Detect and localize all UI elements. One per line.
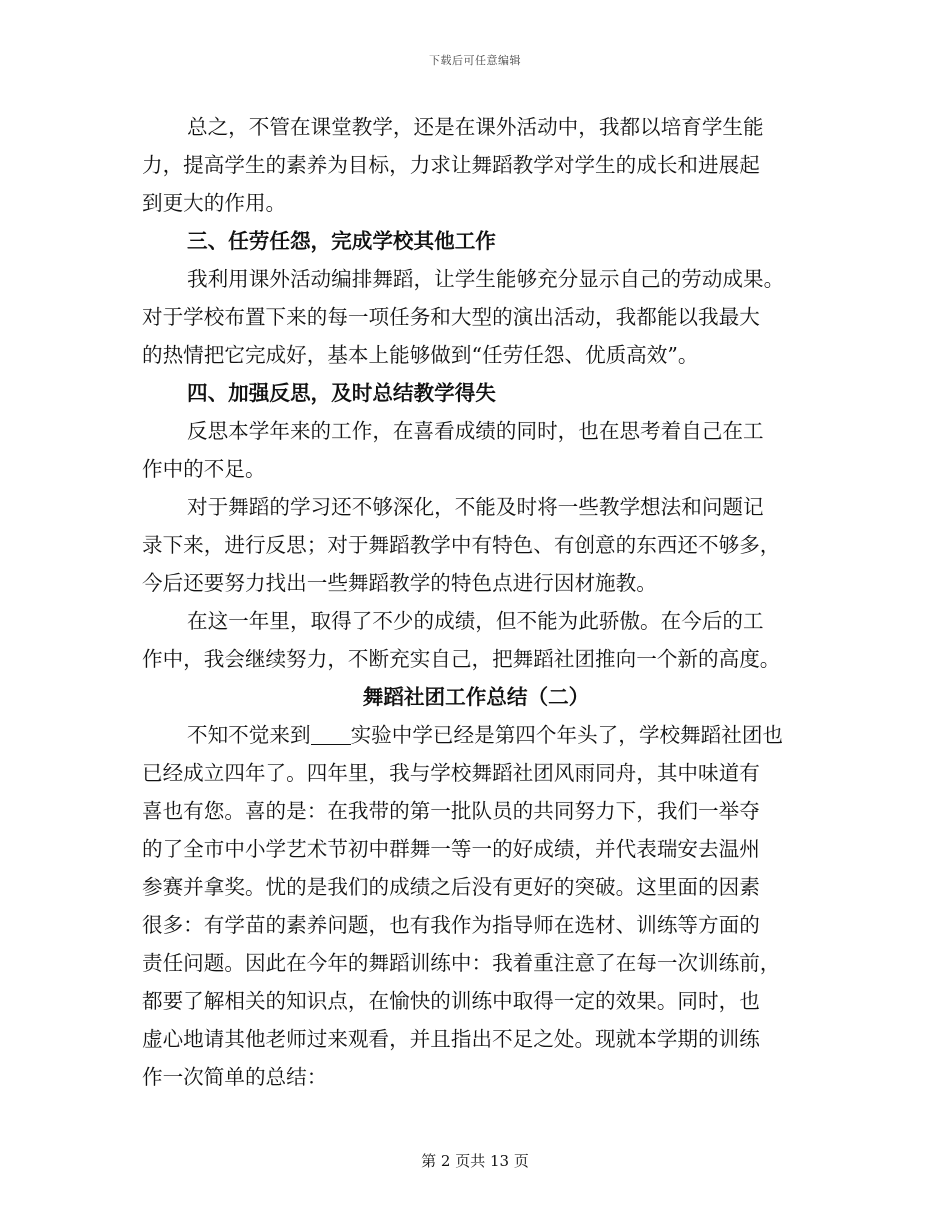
section-heading-4: 四、加强反思，及时总结教学得失 [187, 381, 496, 405]
paragraph-future [142, 602, 810, 678]
paragraph-shortfall [142, 488, 810, 602]
text-line: 录下来，进行反思；对于舞蹈教学中有特色、有创意的东西还不够多， [142, 533, 781, 557]
text-line: 喜也有您。喜的是：在我带的第一批队员的共同努力下，我们一举夺 [142, 799, 760, 823]
text-line: 作一次简单的总结： [142, 1065, 328, 1089]
text-line: 作中，我会继续努力，不断充实自己，把舞蹈社团推向一个新的高度。 [142, 647, 781, 671]
text-line: 都要了解相关的知识点，在愉快的训练中取得一定的效果。同时，也 [142, 989, 760, 1013]
text-line: 反思本学年来的工作，在喜看成绩的同时，也在思考着自己在工 [187, 419, 764, 443]
text-line: 作中的不足。 [142, 457, 266, 481]
text-line: 参赛并拿奖。忧的是我们的成绩之后没有更好的突破。这里面的因素 [142, 875, 760, 899]
paragraph-intro [142, 716, 810, 1096]
text-line: 今后还要努力找出一些舞蹈教学的特色点进行因材施教。 [142, 571, 657, 595]
document-body [142, 108, 810, 1096]
text-line: 对于学校布置下来的每一项任务和大型的演出活动，我都能以我最大 [142, 305, 760, 329]
text-line: 已经成立四年了。四年里，我与学校舞蹈社团风雨同舟，其中味道有 [142, 761, 760, 785]
text-line: 在这一年里，取得了不少的成绩，但不能为此骄傲。在今后的工 [187, 609, 764, 633]
text-line: 虚心地请其他老师过来观看，并且指出不足之处。现就本学期的训练 [142, 1027, 760, 1051]
text-line: 力，提高学生的素养为目标，力求让舞蹈教学对学生的成长和进展起 [142, 153, 760, 177]
fill-in-blank [311, 720, 351, 745]
text-line: 对于舞蹈的学习还不够深化，不能及时将一些教学想法和问题记 [187, 495, 764, 519]
text-line [142, 716, 810, 754]
text-fragment: 不知不觉来到 [187, 723, 311, 747]
text-fragment: 实验中学已经是第四个年头了，学校舞蹈社团也 [350, 723, 784, 747]
page-footer: 第 2 页共 13 页 [421, 1152, 529, 1170]
section-heading-3: 三、任劳任怨，完成学校其他工作 [187, 229, 496, 253]
paragraph-reflect [142, 412, 810, 488]
header-note: 下载后可任意编辑 [429, 54, 521, 67]
text-line: 到更大的作用。 [142, 191, 287, 215]
text-line: 总之，不管在课堂教学，还是在课外活动中，我都以培育学生能 [187, 115, 764, 139]
document-title: 舞蹈社团工作总结（二） [362, 685, 590, 709]
paragraph-work [142, 260, 810, 374]
text-line: 我利用课外活动编排舞蹈，让学生能够充分显示自己的劳动成果。 [187, 267, 785, 291]
text-line: 很多：有学苗的素养问题，也有我作为指导师在选材、训练等方面的 [142, 913, 760, 937]
text-line: 的了全市中小学艺术节初中群舞一等一的好成绩，并代表瑞安去温州 [142, 837, 760, 861]
text-line: 责任问题。因此在今年的舞蹈训练中：我着重注意了在每一次训练前， [142, 951, 781, 975]
paragraph-conclusion [142, 108, 810, 222]
text-line: 的热情把它完成好，基本上能够做到“任劳任怨、优质高效”。 [142, 343, 699, 367]
